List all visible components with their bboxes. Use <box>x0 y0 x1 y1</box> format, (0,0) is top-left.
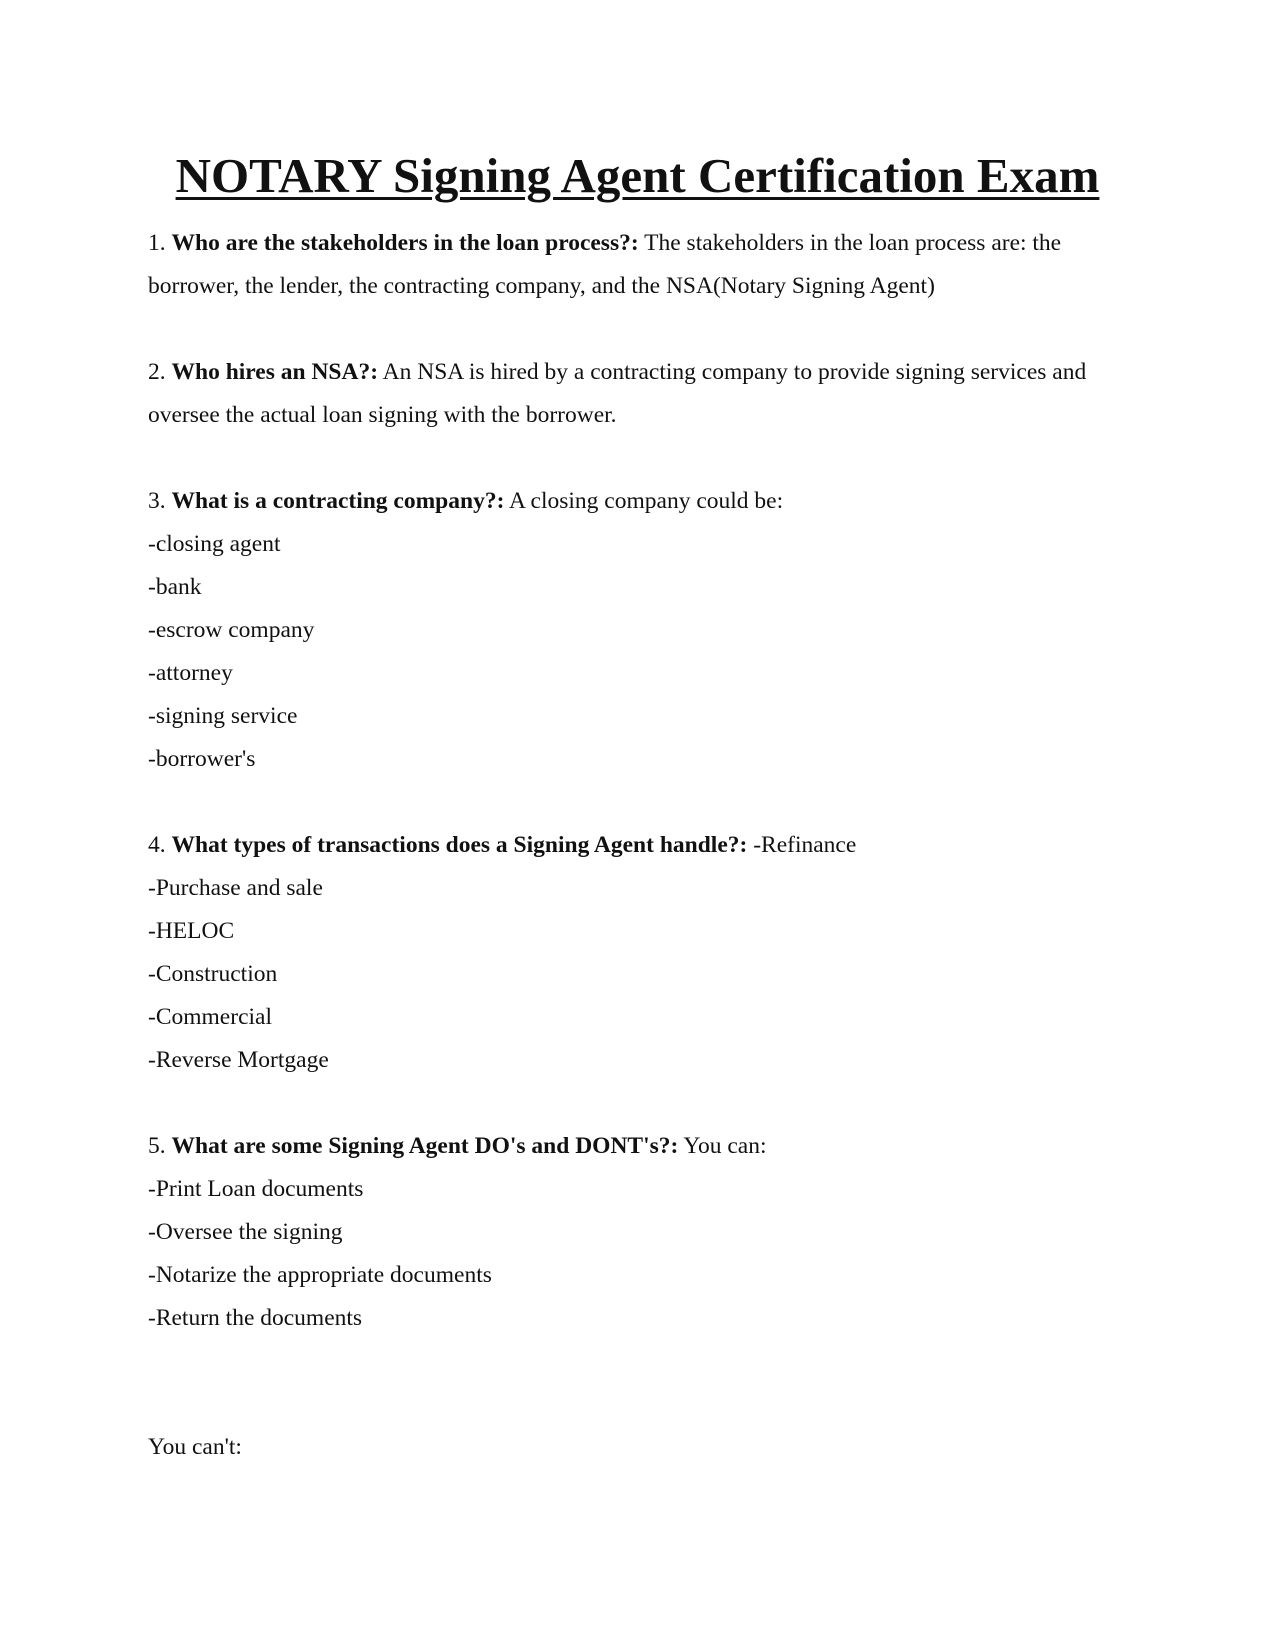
qa-item-2 <box>148 351 1133 437</box>
list-item: -HELOC <box>148 918 235 944</box>
question-text: What types of transactions does a Signing Agent handle?: <box>171 832 748 858</box>
question-text: What are some Signing Agent DO's and DONT's?: <box>171 1133 679 1159</box>
list-item: -escrow company <box>148 617 315 643</box>
question-number: 1. <box>148 230 166 256</box>
answer-text: A closing company could be: <box>509 488 784 514</box>
question-number: 3. <box>148 488 166 514</box>
list-item: -Purchase and sale <box>148 875 323 901</box>
list-item: -attorney <box>148 660 233 686</box>
qa-item-4 <box>148 824 1133 1082</box>
answer-text: An NSA is hired by a contracting company to provide signing services and oversee the actual loan signing with the borrower. <box>148 359 1087 428</box>
answer-text: -Refinance <box>753 832 857 858</box>
question-text: Who hires an NSA?: <box>171 359 379 385</box>
document-body <box>148 222 1133 1469</box>
list-item: -closing agent <box>148 531 281 557</box>
list-item: -Oversee the signing <box>148 1219 343 1245</box>
answer-text: You can: <box>683 1133 767 1159</box>
question-text: What is a contracting company?: <box>171 488 505 514</box>
list-item: -Reverse Mortgage <box>148 1047 329 1073</box>
list-item: -borrower's <box>148 746 256 772</box>
qa-item-1 <box>148 222 1133 308</box>
list-item: -Print Loan documents <box>148 1176 364 1202</box>
list-item: -Construction <box>148 961 278 987</box>
trailing-text: You can't: <box>148 1434 242 1460</box>
question-number: 5. <box>148 1133 166 1159</box>
list-item: -Commercial <box>148 1004 272 1030</box>
list-item: -Notarize the appropriate documents <box>148 1262 492 1288</box>
qa-item-5 <box>148 1125 1133 1340</box>
question-number: 2. <box>148 359 166 385</box>
list-item: -bank <box>148 574 202 600</box>
question-text: Who are the stakeholders in the loan process?: <box>171 230 639 256</box>
list-item: -signing service <box>148 703 298 729</box>
qa-item-3 <box>148 480 1133 781</box>
list-item: -Return the documents <box>148 1305 363 1331</box>
answer-text: The stakeholders in the loan process are: the borrower, the lender, the contracting company, and the NSA(Notary Signing Agent) <box>148 230 1062 299</box>
document-title: NOTARY Signing Agent Certification Exam <box>175 148 1100 203</box>
blank-space <box>148 1383 1133 1426</box>
question-number: 4. <box>148 832 166 858</box>
